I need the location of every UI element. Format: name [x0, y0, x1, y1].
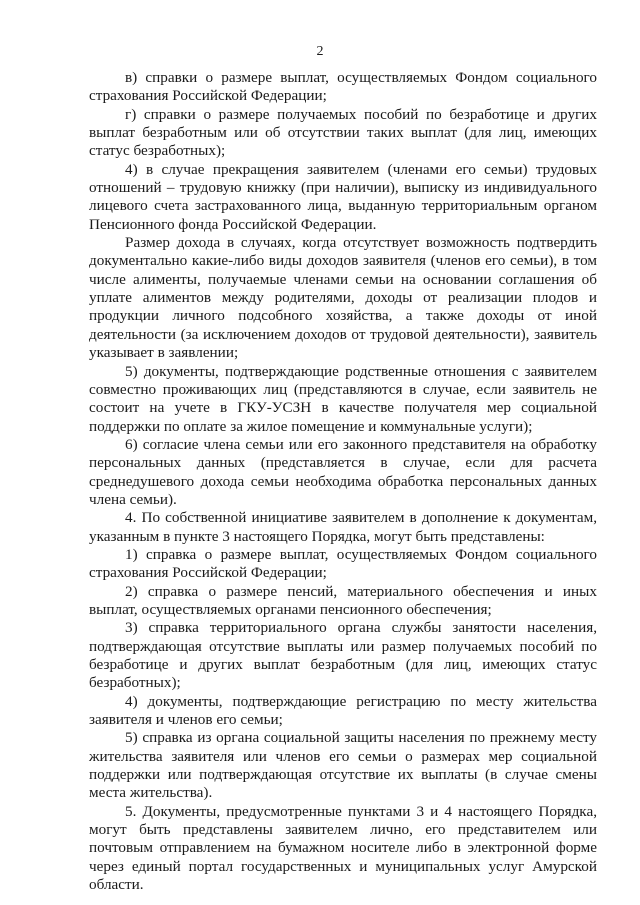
paragraph-section-4-item-2: 2) справка о размере пенсий, материального обеспечения и иных выплат, осуществляемых органами пенсионного обеспечения; — [89, 582, 597, 618]
document-body — [89, 69, 597, 894]
paragraph-section-4-item-5: 5) справка из органа социальной защиты населения по прежнему месту жительства заявителя или членов его семьи о размерах мер социальной поддержки или подтверждающая отсутствие их выплаты (в случае смены места жительства). — [89, 729, 597, 802]
paragraph-item-4-employment: 4) в случае прекращения заявителем (членами его семьи) трудовых отношений – трудовую книжку (при наличии), выписку из индивидуального лицевого счета застрахованного лица, выданную территориальным органом Пенсионного фонда Российской Федерации. — [89, 160, 597, 233]
paragraph-section-4: 4. По собственной инициативе заявителем в дополнение к документам, указанным в пункте 3 настоящего Порядка, могут быть представлены: — [89, 509, 597, 545]
paragraph-section-5: 5. Документы, предусмотренные пунктами 3 и 4 настоящего Порядка, могут быть представлены заявителем лично, его представителем или почтовым отправлением на бумажном носителе либо в электронной форме через единый портал государственных и муниципальных услуг Амурской области. — [89, 802, 597, 894]
paragraph-item-5-kinship: 5) документы, подтверждающие родственные отношения с заявителем совместно проживающих лиц (представляются в случае, если заявитель не состоит на учете в ГКУ-УСЗН в качестве получателя мер социальной поддержки по оплате за жилое помещение и коммунальные услуги); — [89, 362, 597, 435]
paragraph-item-6-consent: 6) согласие члена семьи или его законного представителя на обработку персональных данных (представляется в случае, если для расчета среднедушевого дохода семьи необходима обработка персональных данных члена семьи). — [89, 435, 597, 508]
paragraph-income-declaration: Размер дохода в случаях, когда отсутствует возможность подтвердить документально какие-либо виды доходов заявителя (членов его семьи), в том числе алименты, получаемые членами семьи на основании соглашения об уплате алиментов между родителями, доходы от реализации плодов и продукции личного подсобного хозяйства, а также доходы от иной деятельности (за исключением доходов от трудовой деятельности), заявитель указывает в заявлении; — [89, 234, 597, 362]
paragraph-section-4-item-4: 4) документы, подтверждающие регистрацию по месту жительства заявителя и членов его семьи; — [89, 692, 597, 729]
paragraph-section-4-item-3: 3) справка территориального органа службы занятости населения, подтверждающая отсутствие выплаты или размер получаемых пособий по безработице и других выплат безработным (для лиц, имеющих статус безработных); — [89, 619, 597, 692]
page-number: 2 — [316, 44, 324, 59]
paragraph-item-g: г) справки о размере получаемых пособий по безработице и других выплат безработным или об отсутствии таких выплат (для лиц, имеющих статус безработных); — [89, 105, 597, 160]
paragraph-section-4-item-1: 1) справка о размере выплат, осуществляемых Фондом социального страхования Российской Федерации; — [89, 545, 597, 582]
paragraph-item-v: в) справки о размере выплат, осуществляемых Фондом социального страхования Российской Федерации; — [89, 69, 597, 105]
